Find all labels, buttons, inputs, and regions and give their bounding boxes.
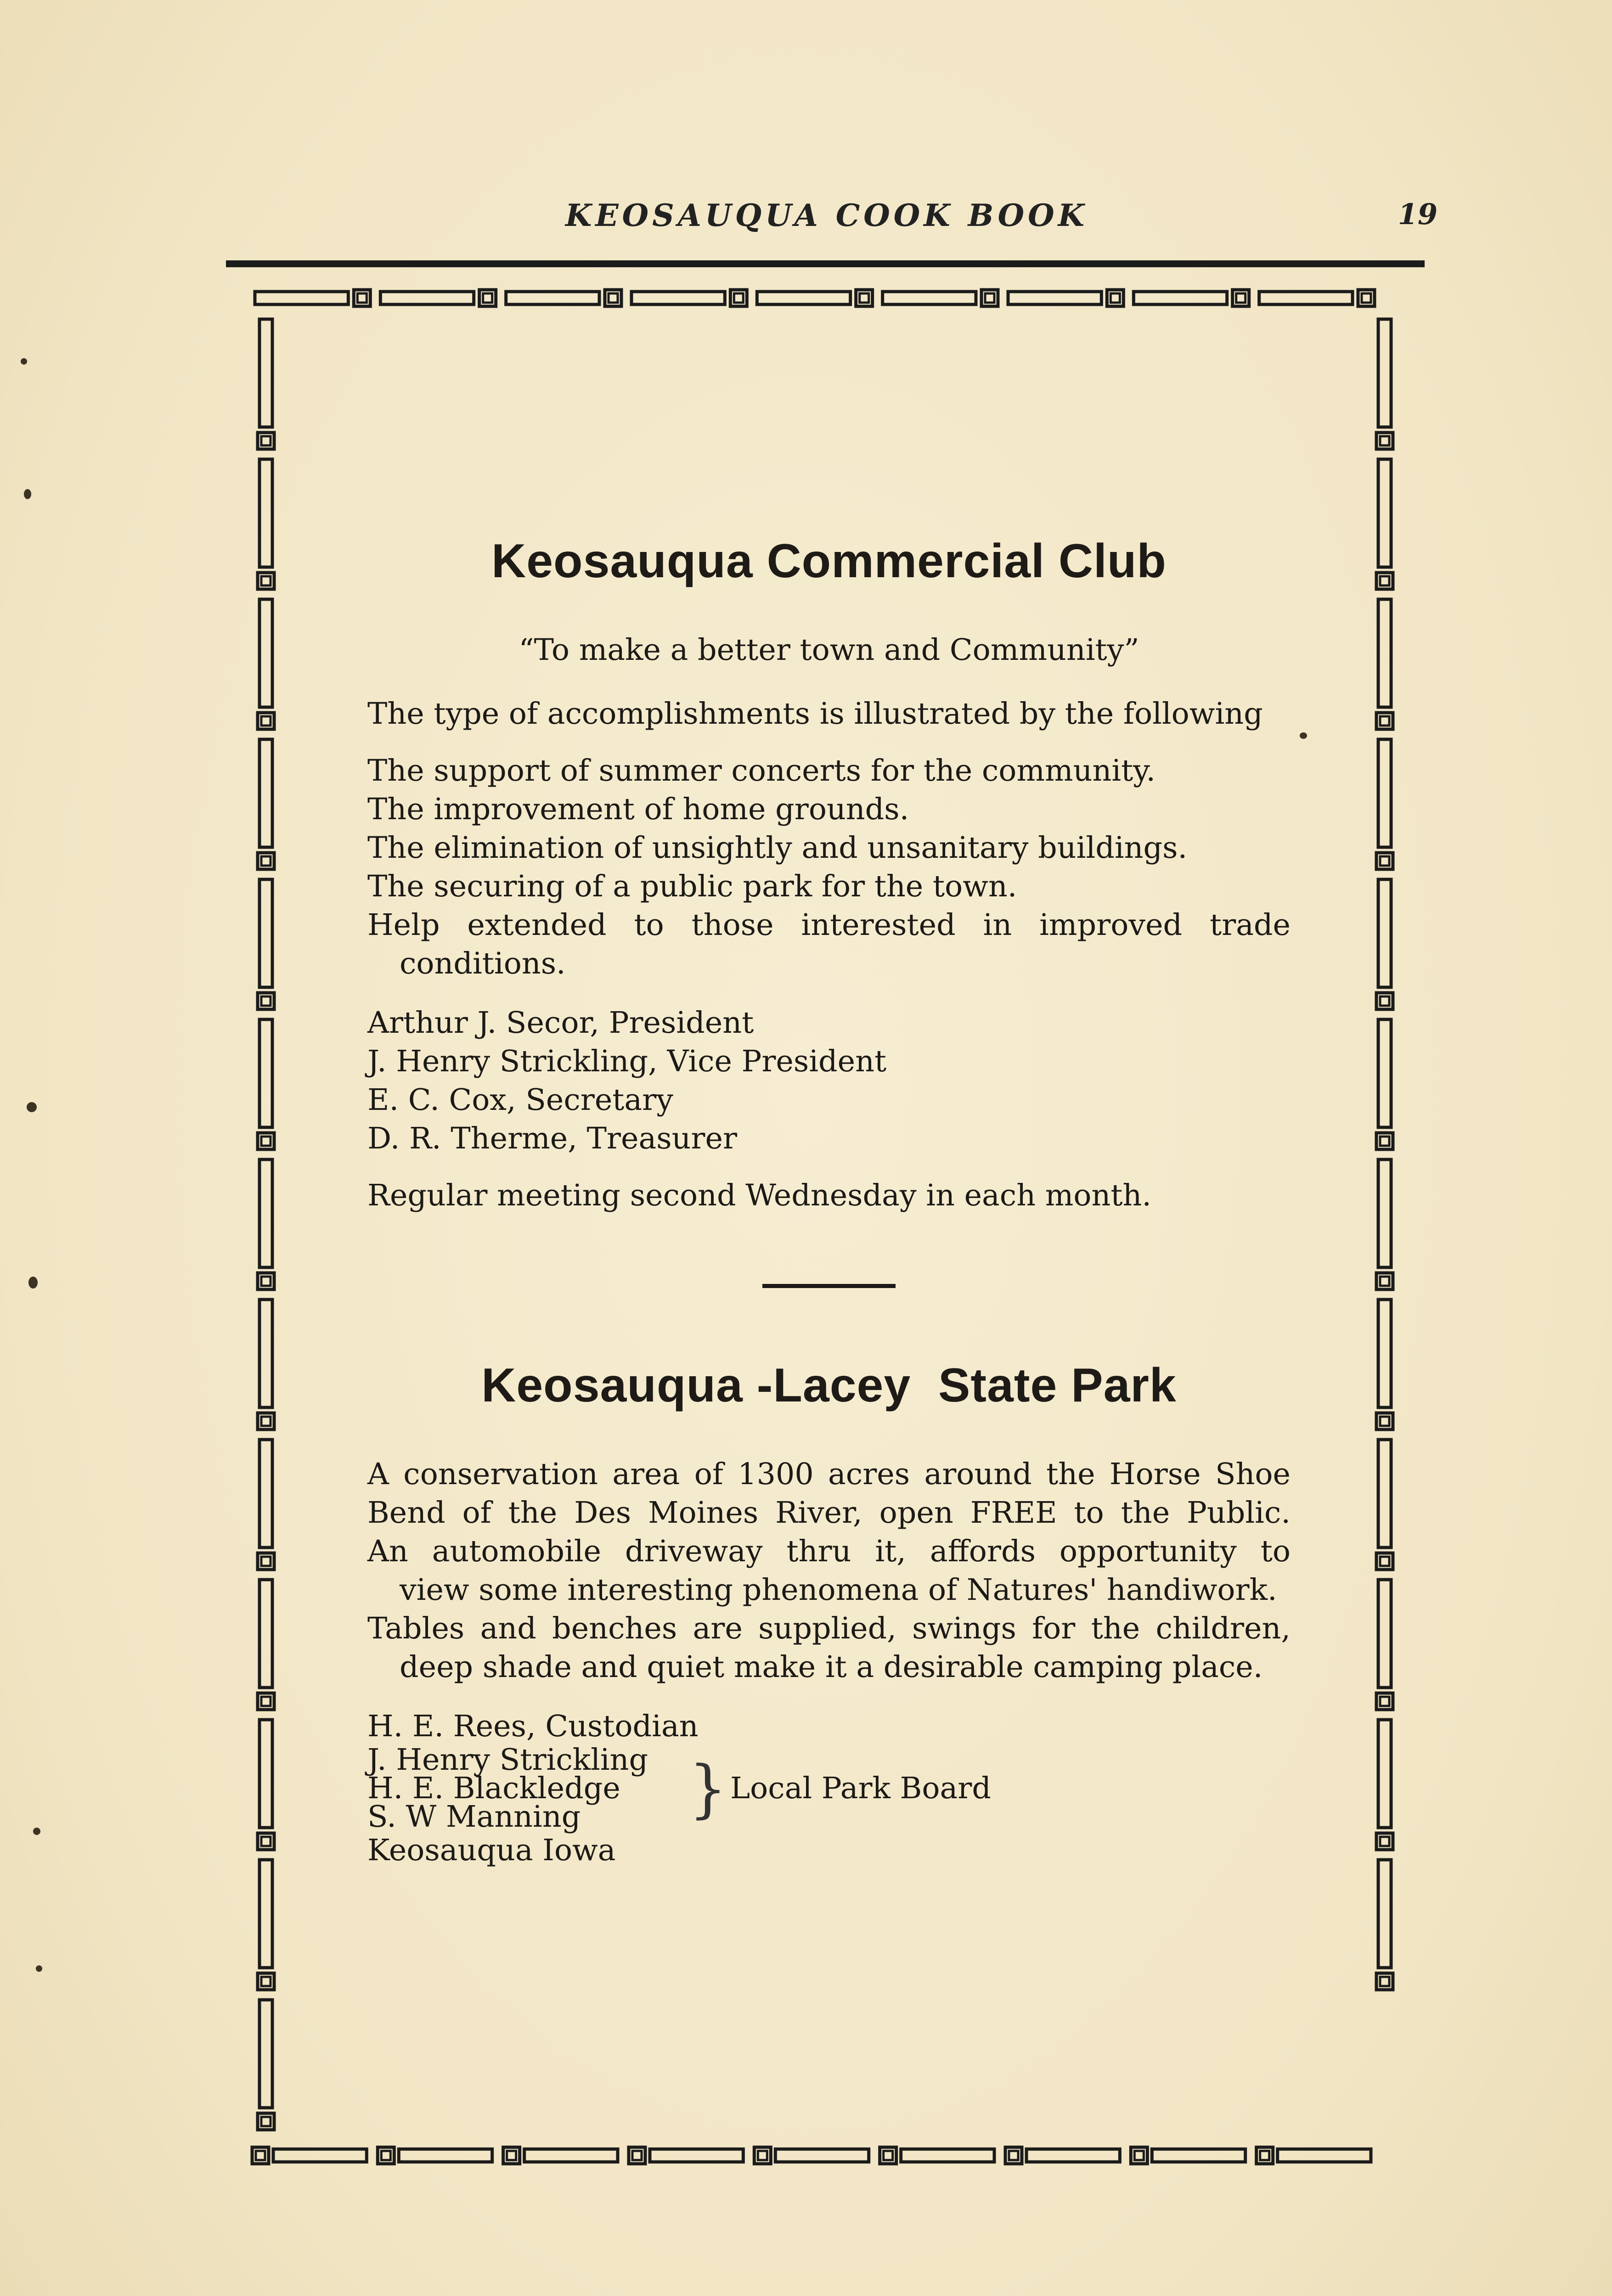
border-segment <box>605 290 621 306</box>
border-segment <box>901 2149 994 2162</box>
board-label: Local Park Board <box>730 1771 991 1806</box>
border-segment <box>258 993 274 1009</box>
border-segment <box>883 292 976 304</box>
border-segment <box>1380 1557 1389 1566</box>
border-segment <box>1380 1277 1389 1286</box>
officer-entry: Arthur J. Secor, President <box>367 1006 754 1040</box>
meeting-schedule: Regular meeting second Wednesday in each month. <box>367 1178 1152 1213</box>
border-segment <box>1358 290 1375 306</box>
accomplishment-item: Help extended to those interested in improved trade <box>367 908 1291 942</box>
border-segment <box>259 319 272 427</box>
border-segment <box>261 1137 271 1146</box>
border-segment <box>259 879 272 987</box>
border-segment <box>1380 716 1389 726</box>
border-segment <box>273 2149 366 2162</box>
accomplishment-item: The elimination of unsightly and unsanitary buildings. <box>367 831 1188 865</box>
park-description-line: view some interesting phenomena of Natures' handiwork. <box>400 1573 1277 1607</box>
border-segment <box>259 1440 272 1548</box>
border-segment <box>1380 436 1389 445</box>
border-segment <box>259 1019 272 1127</box>
border-segment <box>1376 713 1393 729</box>
border-segment <box>1378 459 1391 567</box>
border-segment <box>259 1860 272 1968</box>
border-segment <box>734 293 743 303</box>
border-segment <box>860 293 869 303</box>
border-segment <box>1380 1697 1389 1706</box>
border-segment <box>1376 1833 1393 1850</box>
paper-speck <box>33 1828 40 1835</box>
border-segment <box>261 1277 271 1286</box>
park-description-line: An automobile driveway thru it, affords opportunity to <box>367 1534 1291 1569</box>
accomplishment-item: The improvement of home grounds. <box>367 792 909 827</box>
border-segment <box>1026 2149 1120 2162</box>
border-segment <box>1378 1580 1391 1688</box>
border-segment <box>258 713 274 729</box>
border-segment <box>631 292 725 304</box>
border-segment <box>650 2149 743 2162</box>
border-segment <box>1376 1973 1393 1990</box>
border-segment <box>1380 1417 1389 1426</box>
border-segment <box>381 2151 390 2160</box>
border-segment <box>259 2000 272 2108</box>
border-segment <box>1378 739 1391 847</box>
board-member: H. E. Blackledge <box>367 1771 620 1806</box>
border-segment <box>259 1580 272 1688</box>
border-segment <box>258 1133 274 1149</box>
running-title: KEOSAUQUA COOK BOOK <box>565 197 1088 233</box>
border-segment <box>981 290 998 306</box>
paper-speck <box>21 358 27 365</box>
accomplishments-intro: The type of accomplishments is illustrated by the following <box>367 697 1263 731</box>
border-segment <box>258 1833 274 1850</box>
park-description-line: deep shade and quiet make it a desirable camping place. <box>400 1650 1263 1684</box>
commercial-club-title: Keosauqua Commercial Club <box>491 535 1167 588</box>
accomplishment-item: conditions. <box>400 946 566 981</box>
accomplishment-item: The support of summer concerts for the community. <box>367 754 1156 788</box>
border-segment <box>1376 1553 1393 1570</box>
border-segment <box>1376 1133 1393 1149</box>
border-segment <box>483 293 492 303</box>
border-segment <box>1005 2147 1022 2164</box>
border-segment <box>754 2147 771 2164</box>
paper-speck <box>24 489 31 499</box>
board-member: J. Henry Strickling <box>367 1743 648 1777</box>
border-segment <box>1380 576 1389 585</box>
border-segment <box>261 1417 271 1426</box>
officer-entry: J. Henry Strickling, Vice President <box>367 1044 887 1079</box>
border-segment <box>256 2151 265 2160</box>
paper-speck <box>28 1277 38 1289</box>
border-segment <box>503 2147 520 2164</box>
officer-entry: E. C. Cox, Secretary <box>367 1083 673 1117</box>
accomplishment-item: The securing of a public park for the town. <box>367 869 1017 904</box>
border-segment <box>985 293 994 303</box>
border-segment <box>258 573 274 589</box>
commercial-club-section <box>367 535 1291 1215</box>
border-segment <box>1378 1860 1391 1968</box>
border-segment <box>507 2151 516 2160</box>
border-segment <box>259 1300 272 1407</box>
border-segment <box>258 1693 274 1710</box>
border-segment <box>1362 293 1371 303</box>
border-segment <box>1257 2147 1273 2164</box>
border-segment <box>1259 292 1353 304</box>
paper-speck <box>27 1102 37 1112</box>
border-segment <box>261 1697 271 1706</box>
border-segment <box>1376 1693 1393 1710</box>
border-segment <box>252 2147 269 2164</box>
park-description-line: Bend of the Des Moines River, open FREE to the Public. <box>367 1496 1291 1530</box>
border-segment <box>261 856 271 866</box>
border-segment <box>1152 2149 1245 2162</box>
border-segment <box>1134 2151 1144 2160</box>
border-segment <box>730 290 747 306</box>
border-segment <box>1380 1137 1389 1146</box>
state-park-section <box>367 1359 1291 1870</box>
board-member-list <box>367 1743 689 1834</box>
border-segment <box>609 293 618 303</box>
border-segment <box>259 1159 272 1267</box>
border-segment <box>261 576 271 585</box>
border-segment <box>261 996 271 1006</box>
border-segment <box>1260 2151 1269 2160</box>
border-segment <box>1376 433 1393 449</box>
border-segment <box>259 459 272 567</box>
section-divider <box>762 1284 896 1288</box>
border-segment <box>258 1413 274 1429</box>
border-segment <box>1376 573 1393 589</box>
border-segment <box>259 1720 272 1828</box>
border-segment <box>1376 853 1393 869</box>
border-segment <box>1376 993 1393 1009</box>
border-segment <box>261 2117 271 2126</box>
border-segment <box>1380 1977 1389 1986</box>
border-segment <box>399 2149 492 2162</box>
border-segment <box>1233 290 1249 306</box>
board-member: S. W Manning <box>367 1800 581 1834</box>
border-segment <box>1378 599 1391 707</box>
border-segment <box>775 2149 868 2162</box>
border-segment <box>378 2147 394 2164</box>
border-segment <box>1378 1159 1391 1267</box>
border-segment <box>1378 1300 1391 1407</box>
border-segment <box>524 2149 618 2162</box>
park-location: Keosauqua Iowa <box>367 1833 616 1868</box>
border-segment <box>880 2147 896 2164</box>
border-segment <box>884 2151 893 2160</box>
border-segment <box>258 2113 274 2130</box>
border-segment <box>258 1273 274 1289</box>
border-segment <box>258 433 274 449</box>
park-board <box>367 1743 1291 1834</box>
border-segment <box>1107 290 1123 306</box>
border-segment <box>258 853 274 869</box>
border-segment <box>632 2151 642 2160</box>
border-segment <box>380 292 473 304</box>
border-segment <box>1008 292 1101 304</box>
page-content <box>367 535 1291 1870</box>
border-segment <box>357 293 366 303</box>
officer-entry: D. R. Therme, Treasurer <box>367 1121 738 1156</box>
curly-brace-icon: } <box>689 1752 727 1825</box>
border-segment <box>261 436 271 445</box>
border-segment <box>1133 292 1227 304</box>
border-segment <box>1110 293 1120 303</box>
border-segment <box>1376 1273 1393 1289</box>
border-segment <box>258 1553 274 1570</box>
club-motto: “To make a better town and Community” <box>519 633 1139 667</box>
border-segment <box>261 1557 271 1566</box>
border-segment <box>1236 293 1246 303</box>
border-segment <box>1009 2151 1018 2160</box>
border-segment <box>758 2151 767 2160</box>
border-segment <box>258 1973 274 1990</box>
page-number: 19 <box>1398 197 1437 231</box>
border-segment <box>479 290 496 306</box>
park-description-line: Tables and benches are supplied, swings for the children, <box>367 1611 1291 1646</box>
state-park-title: Keosauqua -Lacey State Park <box>481 1359 1177 1412</box>
paper-speck <box>1300 732 1307 739</box>
border-segment <box>1380 996 1389 1006</box>
border-segment <box>255 292 348 304</box>
park-custodian: H. E. Rees, Custodian <box>367 1709 699 1744</box>
border-segment <box>259 599 272 707</box>
border-segment <box>757 292 850 304</box>
border-segment <box>1378 319 1391 427</box>
border-segment <box>354 290 370 306</box>
border-segment <box>1378 1720 1391 1828</box>
border-segment <box>1378 1440 1391 1548</box>
border-segment <box>261 1977 271 1986</box>
border-segment <box>1380 1837 1389 1846</box>
border-segment <box>856 290 873 306</box>
border-segment <box>261 716 271 726</box>
border-segment <box>261 1837 271 1846</box>
border-segment <box>629 2147 645 2164</box>
border-segment <box>259 739 272 847</box>
paper-speck <box>36 1965 42 1972</box>
border-segment <box>1131 2147 1147 2164</box>
border-segment <box>1378 1019 1391 1127</box>
border-segment <box>1376 1413 1393 1429</box>
border-segment <box>1378 879 1391 987</box>
border-segment <box>506 292 599 304</box>
park-description-line: A conservation area of 1300 acres around the Horse Shoe <box>367 1457 1291 1491</box>
border-segment <box>1380 856 1389 866</box>
border-segment <box>1278 2149 1371 2162</box>
